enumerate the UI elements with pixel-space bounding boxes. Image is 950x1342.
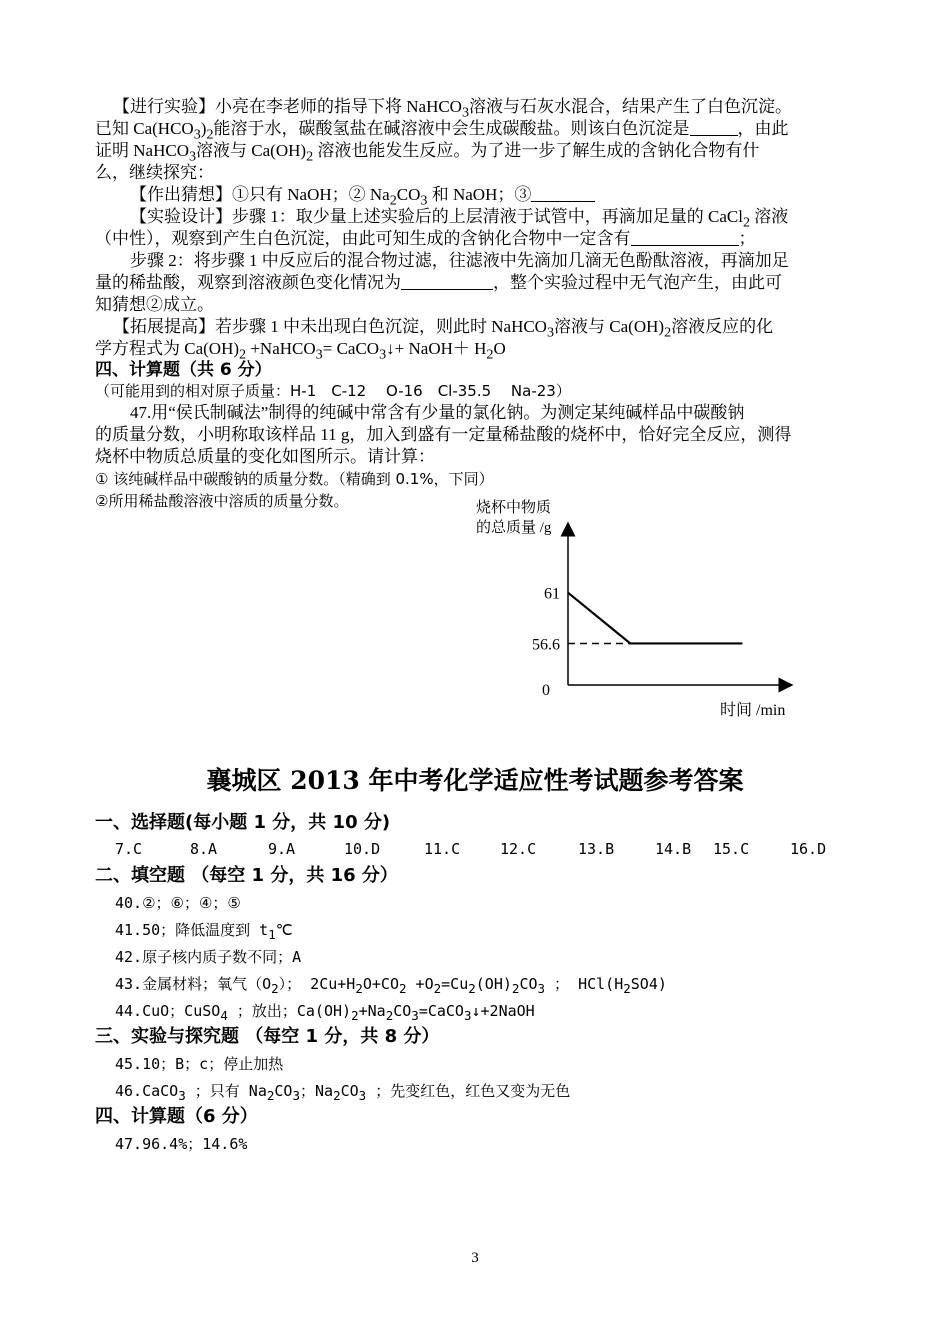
mc-answer: 11.C [424,840,461,858]
answer-blank[interactable] [631,229,739,246]
design-line: 知猜想②成立。 [95,295,214,314]
text-segment: 已知 Ca(HCO [95,119,194,138]
answer-46 [115,1080,570,1107]
text-segment: +NaHCO [246,339,316,358]
text-segment: 小亮在李老师的指导下将 NaHCO [215,97,462,116]
subscript: 2 [664,324,672,341]
text-segment: (OH) [475,975,512,993]
subscript: 2 [468,981,476,996]
subscript: 2 [433,981,442,996]
subscript: 3 [463,1008,472,1023]
text-segment: 证明 NaHCO [95,141,189,160]
subscript: 2 [333,1088,341,1103]
subscript: 3 [461,104,470,121]
subscript: 2 [306,148,314,165]
subscript: 2 [355,981,363,996]
text-segment: =Cu [441,975,469,993]
subscript: 2 [623,981,631,996]
subscript: 2 [486,346,494,363]
x-axis-label: 时间 /min [720,702,786,719]
answer-key-title: 襄城区 2013 年中考化学适应性考试题参考答案 [206,766,744,795]
subscript: 2 [742,214,751,231]
mc-answer: 15.C [713,840,750,858]
section-heading: 四、计算题（6 分） [95,1106,258,1127]
y-tick-label: 56.6 [532,636,560,654]
mc-answer: 7.C [115,840,143,858]
subscript: 3 [315,346,323,363]
text-segment: 溶液 [750,207,789,226]
subscript: 3 [537,981,546,996]
text-segment: ，由此 [737,119,789,138]
subscript: 3 [379,346,387,363]
text-segment: SO4) [630,975,667,993]
text-segment: ）； 2Cu+H [278,975,356,993]
subscript: 3 [358,1088,367,1103]
text-segment: +Na [358,1002,386,1020]
text-segment: ； [738,229,756,248]
y-axis-label-line2: 的总质量 /g [476,520,552,536]
mc-answer: 10.D [344,840,381,858]
text-segment: 溶液也能发生反应。为了进一步了解生成的含钠化合物有什 [313,141,760,160]
text-segment: O [493,339,506,358]
extension-tag: 【拓展提高】 [113,317,215,336]
text-segment: 44.CuO；CuSO [115,1002,221,1020]
subscript: 3 [193,126,201,143]
mc-answer: 9.A [268,840,296,858]
text-segment: 若步骤 1 中未出现白色沉淀，则此时 NaHCO [215,317,547,336]
text-segment: 43.金属材料；氧气（O [115,975,272,993]
text-segment: ①只有 NaOH；② Na [232,185,390,204]
text-segment: 溶液与 Ca(OH) [196,141,307,160]
answer-44 [115,1000,535,1027]
section-heading: 四、计算题（共 6 分） [95,360,272,380]
text-segment: 溶液与石灰水混合，结果产生了白色沉淀。 [469,97,793,116]
text-segment: CO [396,185,421,204]
series-line [568,593,742,644]
section-heading: 三、实验与探究题 （每空 1 分，共 8 分） [95,1026,440,1047]
answer-41 [115,919,293,946]
text-segment: O+CO [362,975,399,993]
text-segment: = CaCO [322,339,380,358]
experiment-paragraph-line: 么，继续探究： [95,163,214,182]
text-segment: ；只有 Na [185,1082,267,1100]
text-segment: ； HCl(H [545,975,624,993]
subscript: 4 [220,1008,228,1023]
text-segment: 学方程式为 Ca(OH) [95,339,240,358]
answer-blank[interactable] [690,119,738,136]
subscript: 2 [351,1008,359,1023]
subscript: 2 [266,1088,275,1103]
subscript: 3 [546,324,555,341]
text-segment: 量的稀盐酸，观察到溶液颜色变化情况为 [95,273,401,292]
text-segment: +O [406,975,434,993]
subscript: 2 [271,981,279,996]
text-segment: ↓+ NaOH＋ H [386,339,487,358]
text-segment: CO [519,975,538,993]
page-number: 3 [471,1250,479,1266]
text-segment: ，整个实验过程中无气泡产生，由此可 [493,273,782,292]
design-tag: 【实验设计】 [130,207,232,226]
subscript: 2 [389,192,397,209]
text-segment: =CaCO [418,1002,464,1020]
origin-label: 0 [542,682,550,699]
subscript: 2 [399,981,407,996]
text-segment: 41.50；降低温度到 t [115,921,269,939]
design-line [95,272,782,294]
subscript: 2 [385,1008,394,1023]
atomic-masses: （可能用到的相对原子质量：H-1 C-12 O-16 Cl-35.5 Na-23） [95,382,571,400]
mc-answer: 16.D [790,840,827,858]
text-segment: ；放出；Ca(OH) [227,1002,352,1020]
subscript: 2 [511,981,520,996]
answer-43 [115,973,667,1000]
text-segment: ；先变红色，红色又变为无色 [366,1082,571,1100]
text-segment: （中性），观察到产生白色沉淀，由此可知生成的含钠化合物中一定含有 [95,229,631,248]
text-segment: 46.CaCO [115,1082,179,1100]
section-heading: 一、选择题(每小题 1 分，共 10 分) [95,812,391,833]
question-47-line: 47.用“侯氏制碱法”制得的纯碱中常含有少量的氯化钠。为测定某纯碱样品中碳酸钠 [130,403,745,422]
subscript: 2 [239,346,247,363]
y-axis-label-line1: 烧杯中物质 [476,500,552,516]
subscript: 3 [411,1008,419,1023]
subscript: 3 [420,192,428,209]
text-segment: 溶液与 Ca(OH) [554,317,665,336]
question-47-line: ① 该纯碱样品中碳酸钠的质量分数。（精确到 0.1%，下同） [95,470,494,488]
answer-blank[interactable] [401,273,493,290]
text-segment: CO [274,1082,293,1100]
text-segment: 能溶于水，碳酸氢盐在碱溶液中会生成碳酸盐。则该白色沉淀是 [213,119,690,138]
mass-time-chart [470,495,810,725]
hypothesis-tag: 【作出猜想】 [130,185,232,204]
mc-answer: 13.B [578,840,615,858]
text-segment: 溶液反应的化 [671,317,774,336]
text-segment: 步骤 1：取少量上述实验后的上层清液于试管中，再滴加足量的 CaCl [232,207,743,226]
answer-45: 45.10；B；c；停止加热 [115,1055,284,1073]
subscript: 3 [292,1088,300,1103]
answer-blank[interactable] [531,185,595,202]
subscript: 2 [206,126,214,143]
text-segment: ) [200,119,207,138]
design-line [95,228,756,250]
subscript: 1 [268,927,276,942]
text-segment: ；Na [300,1082,334,1100]
mc-answer: 8.A [190,840,218,858]
question-47-line: 烧杯中物质总质量的变化如图所示。请计算： [95,447,435,466]
answer-47: 47.96.4%；14.6% [115,1135,248,1153]
question-47-line: 的质量分数，小明称取该样品 11 g，加入到盛有一定量稀盐酸的烧杯中，恰好完全反应，测得 [95,425,792,444]
design-line: 步骤 2：将步骤 1 中反应后的混合物过滤，往滤液中先滴加几滴无色酚酞溶液，再滴加足 [130,251,789,270]
answer-42: 42.原子核内质子数不同；A [115,948,302,966]
experiment-tag: 【进行实验】 [113,97,215,116]
chart-marks [532,586,742,654]
mc-answer: 14.B [655,840,692,858]
text-segment: CO [393,1002,412,1020]
question-47-line: ②所用稀盐酸溶液中溶质的质量分数。 [95,492,349,510]
text-segment: ↓+2NaOH [471,1002,535,1020]
mc-answer: 12.C [500,840,537,858]
subscript: 3 [188,148,197,165]
subscript: 3 [178,1088,186,1103]
answer-40: 40.②；⑥；④；⑤ [115,894,241,912]
section-heading: 二、填空题 （每空 1 分，共 16 分） [95,865,398,886]
y-tick-label: 61 [544,585,560,603]
text-segment: ℃ [275,921,293,939]
text-segment: CO [340,1082,359,1100]
text-segment: 和 NaOH；③ [427,185,532,204]
